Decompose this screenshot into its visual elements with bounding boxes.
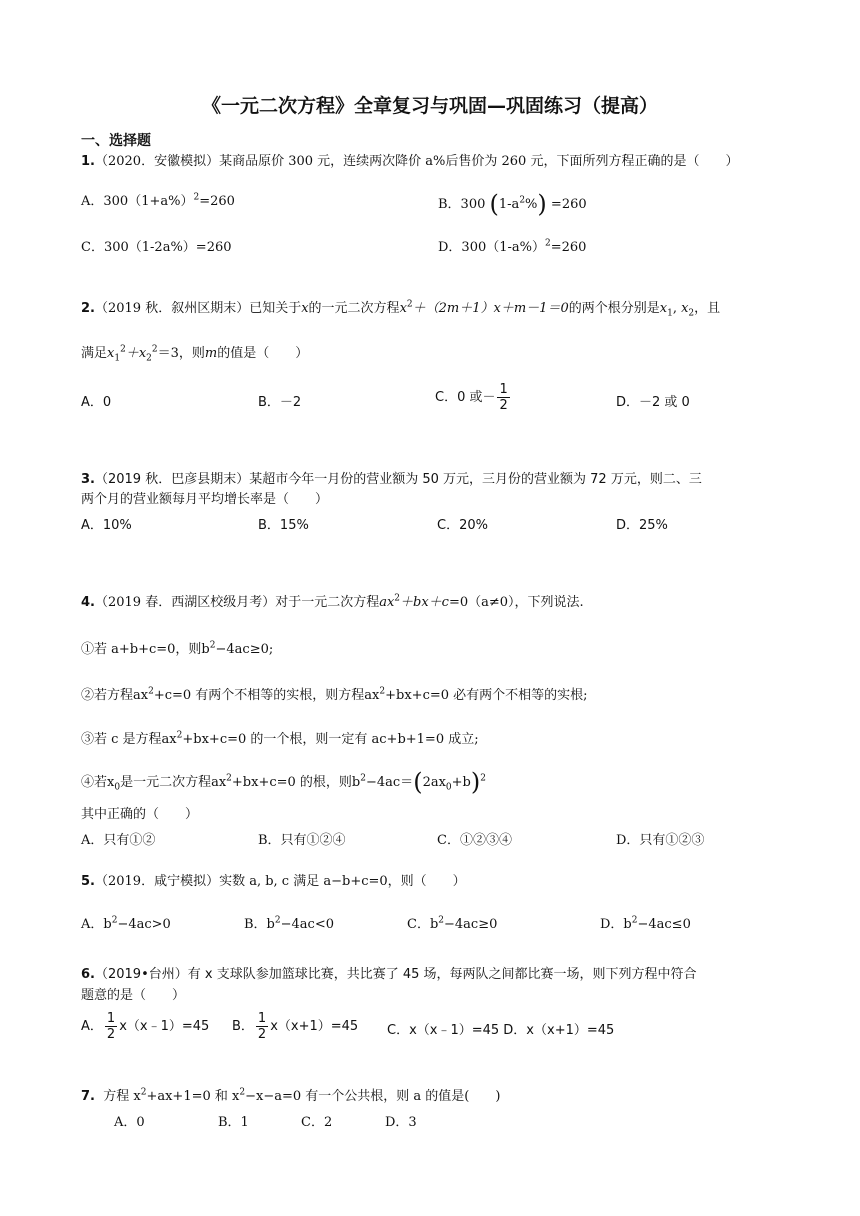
q3-option-b: B．15% [258,518,309,533]
q6-option-b: B． $\frac{1}{2}$ x（x+1）=45 [232,1011,359,1042]
section-heading: 一、选择题 [81,133,151,149]
question-2: 2.（2019 秋．叙州区期末）已知关于x的一元二次方程$x^2+(2m+1)x+m-1=0$的两个根分别是$x_1$, $x_2$，且 [81,299,721,319]
q5-option-d: D．$b^2-4ac\le 0$ [600,915,691,932]
q3-option-d: D．25% [616,518,668,533]
q1-option-a: A．$300(1+a\%)^2=260$ [81,192,235,209]
fraction: $\frac{1}{2}$ [257,1011,267,1042]
q4-option-a: A．只有①② [81,833,156,848]
q4-option-d: D．只有①②③ [616,833,705,848]
q7-option-c: C．2 [301,1115,333,1130]
fraction: $\frac{1}{2}$ [499,382,508,413]
question-7: 7. 方程 $x^2+ax+1=0$ 和 $x^2-x-a=0$ 有一个公共根，则 a 的值是( ) [81,1087,501,1104]
q4-option-c: C．①②③④ [437,833,512,848]
q5-option-b: B．$b^2-4ac<0$ [244,915,334,932]
question-text: （2020．安徽模拟）某商品原价 300 元，连续两次降价 a%后售价为 260 元，下面所列方程正确的是（ ） [94,154,739,169]
q6-option-a: A． $\frac{1}{2}$ x（x﹣1）=45 [81,1011,210,1042]
question-3-line-2: 两个月的营业额每月平均增长率是（ ） [81,492,329,507]
page-title: 《一元二次方程》全章复习与巩固—巩固练习（提高） [201,95,658,117]
q4-ask: 其中正确的（ ） [81,807,199,822]
fraction: $\frac{1}{2}$ [106,1011,116,1042]
q7-option-b: B．1 [218,1115,249,1130]
question-2-line-2: 满足$x_1^2+x_2^2=3$，则m的值是（ ） [81,344,309,364]
q2-option-a: A．0 [81,395,112,410]
q2-option-b: B．－2 [258,395,302,410]
question-3: 3.（2019 秋．巴彦县期末）某超市今年一月份的营业额为 50 万元，三月份的营业额为 72 万元，则二、三 [81,472,702,487]
q7-option-a: A．0 [114,1115,145,1130]
q3-option-c: C．20% [437,518,488,533]
q4-statement-3: ③若 c 是方程$ax^2+bx+c=0$ 的一个根，则一定有 ac+b+1=0 成立; [81,730,479,747]
question-number: 1. [81,154,95,169]
q4-statement-1: ①若 a+b+c=0，则$b^2-4ac\ge 0$; [81,640,274,657]
q1-option-c: C．300（1-2a%）=260 [81,240,232,255]
q1-option-b: B．300 $(1-a^2\%) =260$ [438,190,587,218]
question-6-line-2: 题意的是（ ） [81,988,186,1003]
q1-option-d: D．$300(1-a\%)^2=260$ [438,238,587,255]
question-5: 5.（2019．咸宁模拟）实数 a, b, c 满足 a−b+c=0，则（ ） [81,874,466,889]
q2-option-d: D．－2 或 0 [616,395,690,410]
q5-option-c: C．$b^2-4ac\ge 0$ [407,915,498,932]
question-1 [81,152,738,172]
q2-option-c: C．0 或－ $\frac{1}{2}$ [435,382,508,413]
q7-option-d: D．3 [385,1115,417,1130]
q6-options-c-d: C．x（x﹣1）=45 D．x（x+1）=45 [387,1023,615,1038]
q3-option-a: A．10% [81,518,132,533]
q4-option-b: B．只有①②④ [258,833,346,848]
question-6: 6.（2019•台州）有 x 支球队参加篮球比赛，共比赛了 45 场，每两队之间都比赛一场，则下列方程中符合 [81,967,697,982]
q5-option-a: A．$b^2-4ac>0$ [81,915,171,932]
q4-statement-4: ④若$x_0$是一元二次方程$ax^2+bx+c=0$ 的根，则$b^2-4ac=(2ax_0+b)^2$ [81,768,486,796]
question-4: 4.（2019 春．西湖区校级月考）对于一元二次方程$ax^2+bx+c=0(a\ne 0)$，下列说法. [81,593,584,610]
q4-statement-2: ②若方程$ax^2+c=0$ 有两个不相等的实根，则方程$ax^2+bx+c=0$ 必有两个不相等的实根; [81,686,588,703]
